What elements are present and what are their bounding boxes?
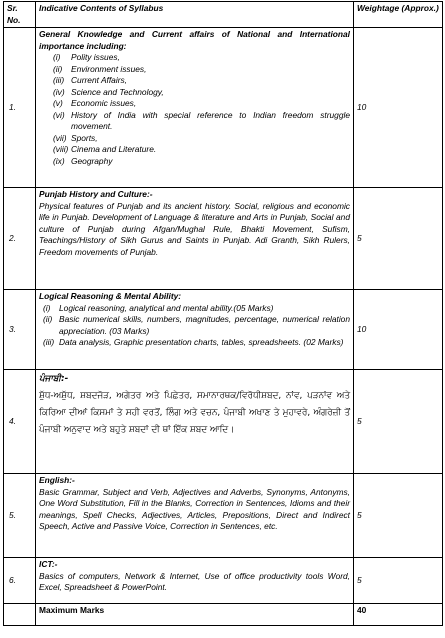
- section-title: English:-: [39, 475, 75, 485]
- list-item: [39, 337, 350, 349]
- list-item: [39, 64, 350, 76]
- section-title: ICT:-: [39, 559, 58, 569]
- header-row: [4, 2, 443, 28]
- sr-cell: 6.: [4, 558, 36, 604]
- section-body: Basics of computers, Network & Internet, Use of office productivity tools Word, Excel, Spreadsheet & PowerPoint.: [39, 570, 350, 592]
- list-item: [39, 52, 350, 64]
- header-weightage: Weightage (Approx.): [354, 2, 443, 28]
- item-number: (iii): [53, 75, 65, 85]
- list-item: [39, 144, 350, 156]
- contents-cell: [36, 370, 354, 474]
- item-text: Polity issues,: [71, 52, 120, 62]
- list-item: [39, 156, 350, 168]
- section-title: ਪੰਜਾਬੀ:-: [39, 374, 69, 384]
- section-body: Physical features of Punjab and its ancient history. Social, religious and economic life in Punjab. Development of Language & literature and Arts in Punjab, Social and culture of Punjab during Afgan/Mughal Rule, Bhakti Movement, Sufism, Teachings/History of Sikh Gurus and Saints in Punjab. Adi Granth, Sikh Rulers, Freedom movements of Punjab.: [39, 200, 350, 257]
- sr-cell: 1.: [4, 28, 36, 188]
- item-text: Logical reasoning, analytical and mental ability.(05 Marks): [59, 302, 274, 313]
- list-item: [39, 98, 350, 110]
- item-number: (iii): [43, 337, 55, 347]
- contents-cell: [36, 474, 354, 558]
- weightage-cell: 5: [354, 474, 443, 558]
- section-body: Basic Grammar, Subject and Verb, Adjectives and Adverbs, Synonyms, Antonyms, One Word Substitution, Fill in the Blanks, Correction in Sentences, Idioms and their meanings, Spell Checks, Adjectives, Articles, Prepositions, Direct and Indirect Speech, Active and Passive Voice, Correction in Sentences, etc.: [39, 486, 350, 531]
- weightage-cell: 10: [354, 290, 443, 370]
- item-number: (viii): [53, 144, 69, 154]
- table-row: [4, 558, 443, 604]
- item-text: History of India with special reference to Indian freedom struggle movement.: [71, 109, 350, 131]
- total-row: [4, 604, 443, 626]
- total-label: Maximum Marks: [36, 604, 354, 626]
- weightage-cell: 5: [354, 188, 443, 290]
- table-row: [4, 188, 443, 290]
- total-value: 40: [354, 604, 443, 626]
- item-number: (ii): [53, 63, 63, 74]
- item-number: (iv): [53, 86, 65, 97]
- list-item: [39, 314, 350, 337]
- item-text: Current Affairs,: [71, 75, 128, 85]
- item-text: Data analysis, Graphic presentation charts, tables, spreadsheets. (02 Marks): [59, 337, 344, 347]
- item-text: Geography: [71, 155, 113, 166]
- table-row: [4, 28, 443, 188]
- sr-cell: 3.: [4, 290, 36, 370]
- topic-list: [39, 303, 350, 349]
- item-number: (vi): [53, 109, 65, 120]
- weightage-cell: 5: [354, 370, 443, 474]
- list-item: [39, 75, 350, 87]
- contents-cell: [36, 558, 354, 604]
- sr-cell: 2.: [4, 188, 36, 290]
- item-number: (ii): [43, 314, 53, 324]
- table-row: [4, 474, 443, 558]
- contents-cell: [36, 290, 354, 370]
- item-text: Economic issues,: [71, 98, 137, 108]
- section-title: General Knowledge and Current affairs of National and International importance including:: [39, 29, 350, 51]
- weightage-cell: 5: [354, 558, 443, 604]
- item-number: (i): [53, 52, 61, 62]
- item-text: Basic numerical skills, numbers, magnitudes, percentage, numerical relation appreciation. (03 Marks): [59, 314, 350, 336]
- item-number: (vii): [53, 132, 67, 143]
- sr-cell: 5.: [4, 474, 36, 558]
- list-item: [39, 133, 350, 145]
- syllabus-table: [3, 1, 443, 626]
- weightage-cell: 10: [354, 28, 443, 188]
- topic-list: [39, 52, 350, 167]
- total-blank-cell: [4, 604, 36, 626]
- contents-cell: [36, 188, 354, 290]
- item-text: Sports,: [71, 132, 98, 143]
- list-item: [39, 87, 350, 99]
- table-row: [4, 290, 443, 370]
- section-title: Logical Reasoning & Mental Ability:: [39, 291, 182, 301]
- contents-cell: [36, 28, 354, 188]
- section-body: ਸ਼ੁੱਧ-ਅਸ਼ੁੱਧ, ਸ਼ਬਦਜੋੜ, ਅਗੇਤਰ ਅਤੇ ਪਿਛੇਤਰ, ਸਮਾਨਾਰਥਕ/ਵਿਰੋਧੀਸ਼ਬਦ, ਨਾਂਵ, ਪੜਨਾਂਵ ਅਤੇ ਕਿਰਿਆ ਦੀਆਂ ਕਿਸਮਾਂ ਤੇ ਸਹੀ ਵਰਤੋਂ, ਲਿੰਗ ਅਤੇ ਵਚਨ, ਪੰਜਾਬੀ ਅਖਾਣ ਤੇ ਮੁਹਾਵਰੇ, ਅੰਗਰੇਜ਼ੀ ਤੋਂ ਪੰਜਾਬੀ ਅਨੁਵਾਦ ਅਤੇ ਬਹੁਤੇ ਸ਼ਬਦਾਂ ਦੀ ਥਾਂ ਇੱਕ ਸ਼ਬਦ ਆਦਿ।: [39, 391, 350, 435]
- header-sr: Sr. No.: [4, 2, 36, 28]
- list-item: [39, 303, 350, 315]
- list-item: [39, 110, 350, 133]
- sr-cell: 4.: [4, 370, 36, 474]
- section-title: Punjab History and Culture:-: [39, 189, 153, 199]
- item-number: (v): [53, 98, 63, 108]
- item-text: Science and Technology,: [71, 86, 164, 97]
- item-number: (i): [43, 302, 51, 313]
- item-text: Environment issues,: [71, 63, 147, 74]
- item-number: (ix): [53, 155, 65, 166]
- header-contents: Indicative Contents of Syllabus: [36, 2, 354, 28]
- table-row: [4, 370, 443, 474]
- item-text: Cinema and Literature.: [71, 144, 157, 154]
